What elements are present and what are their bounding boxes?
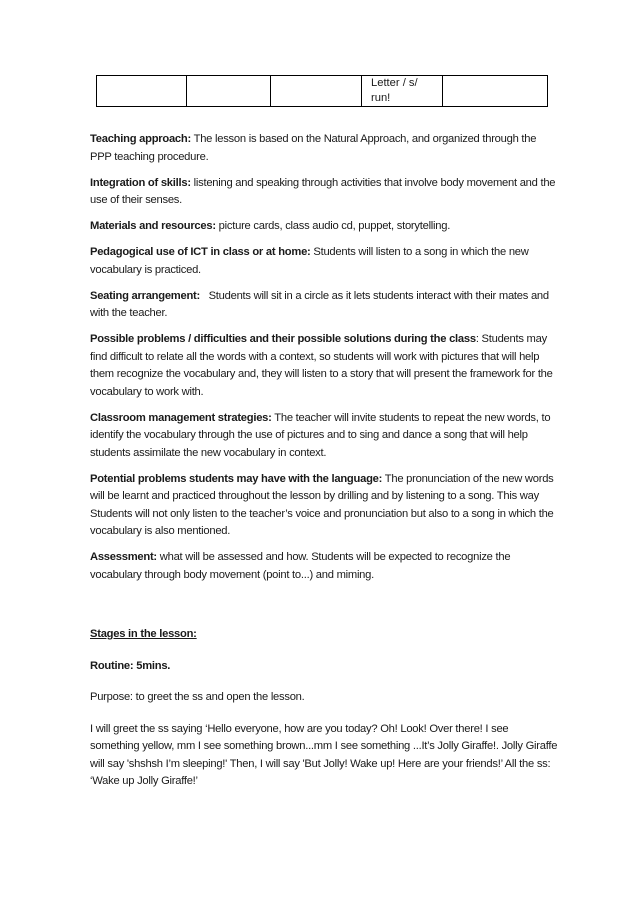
table-cell-4: Letter / s/ run! [362,76,443,107]
assessment-text: what will be assessed and how. Students will be expected to recognize the vocabulary through body movement (point to...) and miming. [90,551,511,581]
problems-text: : Students may find difficult to relate all the words with a context, so students will work with pictures that will help them recognize the vocabulary and, they will listen to a story that will present the framework for the vocabulary to work with. [90,333,553,398]
teaching-approach-label: Teaching approach: [90,133,191,145]
materials-text: picture cards, class audio cd, puppet, storytelling. [215,220,451,232]
document-body [90,131,560,799]
assessment-paragraph [90,549,560,584]
ict-text: Students will listen to a song in which the new vocabulary is practiced. [90,246,529,276]
language-problems-paragraph [90,471,560,541]
materials-paragraph [90,218,560,236]
classroom-management-paragraph [90,410,560,463]
table-cell-3 [271,76,362,107]
classroom-management-text: The teacher will invite students to repeat the new words, to identify the vocabulary through the use of pictures and to sing and dance a song that will help students assimilate the new vocabulary in context. [90,411,551,459]
routine-body-text: I will greet the ss saying ‘Hello everyone, how are you today? Oh! Look! Over there! I see something yellow, mm I see something brown...mm I see something ...It’s Jolly Giraffe!. Jolly Giraffe will say 'shshsh I’m sleeping!' Then, I will say 'But Jolly! Wake up! Here are your friends!’ All the ss: ‘Wake up Jolly Giraffe!’ [90,722,558,787]
routine-label: Routine: 5mins. [90,659,171,672]
teaching-approach-paragraph [90,131,560,166]
stages-heading: Stages in the lesson: [90,628,197,640]
table-cell-1 [97,76,187,107]
header-table [96,75,548,107]
language-problems-text: The pronunciation of the new words will be learnt and practiced throughout the lesson by drilling and by listening to a song. This way Students will not only listen to the teacher’s voice and pronunciation but also to a song in which the vocabulary is also mentioned. [90,472,554,537]
integration-of-skills-paragraph [90,175,560,210]
language-problems-label: Potential problems students may have with the language: [90,472,383,485]
purpose-text: Purpose: to greet the ss and open the lesson. [90,691,305,703]
ict-label: Pedagogical use of ICT in class or at home: [90,246,311,258]
classroom-management-label: Classroom management strategies: [90,411,272,424]
seating-paragraph [90,288,560,323]
seating-text: Students will sit in a circle as it lets students interact with their mates and with the teacher. [90,289,552,319]
problems-label: Possible problems / difficulties and their possible solutions during the class [90,333,476,345]
table-cell-5 [443,76,548,107]
seating-label: Seating arrangement: [90,289,201,302]
materials-label: Materials and resources: [90,220,216,232]
integration-of-skills-label: Integration of skills: [90,176,191,189]
table-cell-2 [187,76,271,107]
ict-paragraph [90,244,560,279]
assessment-label: Assessment: [90,551,157,563]
problems-paragraph [90,331,560,401]
table-row [97,76,548,107]
integration-of-skills-text: listening and speaking through activities that involve body movement and the use of their senses. [90,176,556,206]
teaching-approach-text: The lesson is based on the Natural Approach, and organized through the PPP teaching procedure. [90,133,537,163]
